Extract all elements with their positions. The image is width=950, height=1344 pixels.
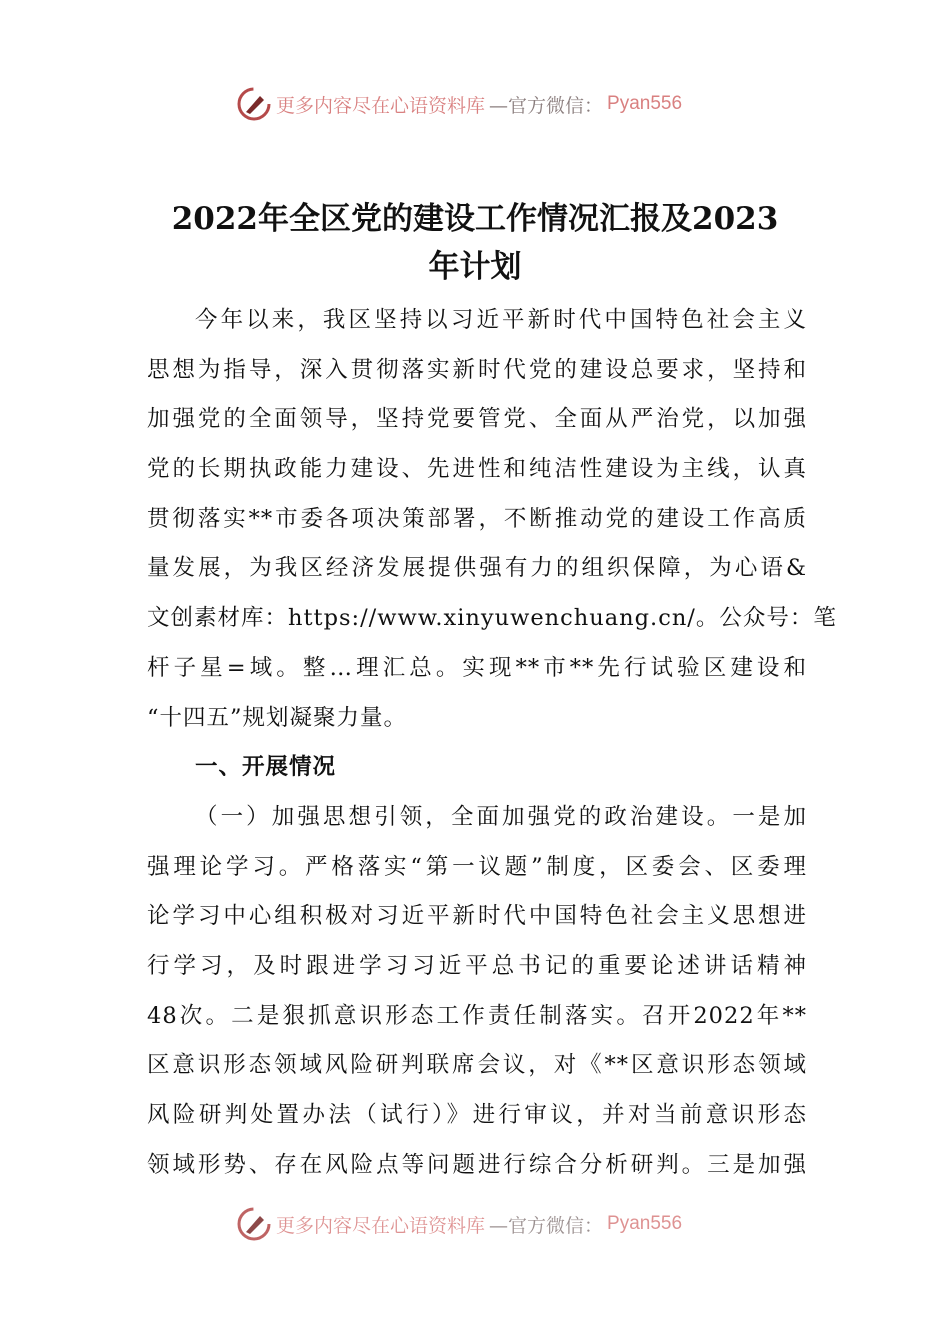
paragraph-line: 杆子星=域。整…理汇总。实现**市**先行试验区建设和 [147, 654, 807, 681]
pen-logo-icon [236, 86, 272, 122]
document-title [140, 195, 810, 291]
paragraph-line: 风险研判处置办法（试行）》进行审议，并对当前意识形态 [147, 1102, 807, 1128]
paragraph-line: 文创素材库：https://www.xinyuwenchuang.cn/。公众号：笔 [147, 605, 837, 632]
document-body [147, 296, 837, 1190]
banner-wechat-id: Pyan556 [607, 1213, 683, 1234]
banner-text: 更多内容尽在心语资料库 [276, 94, 486, 117]
banner-label: —官方微信： [489, 1214, 604, 1237]
header-watermark-banner [236, 84, 716, 124]
paragraph-line: 区意识形态领域风险研判联席会议，对《**区意识形态领域 [147, 1052, 807, 1079]
title-line: 年计划 [428, 249, 522, 285]
title-line: 2022年全区党的建设工作情况汇报及2023 [171, 201, 779, 237]
paragraph-line: 党的长期执政能力建设、先进性和纯洁性建设为主线，认真 [147, 456, 807, 483]
footer-watermark-banner [236, 1204, 716, 1244]
paragraph-line: 论学习中心组积极对习近平新时代中国特色社会主义思想进 [147, 903, 807, 930]
banner-label: —官方微信： [489, 94, 604, 117]
paragraph-line: 量发展，为我区经济发展提供强有力的组织保障，为心语& [147, 555, 807, 582]
section-heading: 一、开展情况 [195, 754, 337, 781]
paragraph-line: 贯彻落实**市委各项决策部署，不断推动党的建设工作高质 [147, 505, 807, 532]
paragraph-line: 行学习，及时跟进学习习近平总书记的重要论述讲话精神 [147, 952, 807, 979]
paragraph-line: 48次。二是狠抓意识形态工作责任制落实。召开2022年** [147, 1002, 807, 1029]
paragraph-line: 思想为指导，深入贯彻落实新时代党的建设总要求，坚持和 [147, 356, 807, 383]
paragraph-line: 领域形势、存在风险点等问题进行综合分析研判。三是加强 [147, 1151, 807, 1178]
paragraph-line: 今年以来，我区坚持以习近平新时代中国特色社会主义 [195, 307, 807, 333]
paragraph-line: 加强党的全面领导，坚持党要管党、全面从严治党，以加强 [147, 406, 807, 433]
paragraph-line: 强理论学习。严格落实“第一议题”制度，区委会、区委理 [147, 853, 807, 880]
paragraph-line: （一）加强思想引领，全面加强党的政治建设。一是加 [195, 803, 807, 830]
pen-logo-icon [236, 1206, 272, 1242]
banner-text: 更多内容尽在心语资料库 [276, 1214, 486, 1237]
banner-wechat-id: Pyan556 [607, 93, 683, 114]
paragraph-line: “十四五”规划凝聚力量。 [147, 704, 408, 731]
